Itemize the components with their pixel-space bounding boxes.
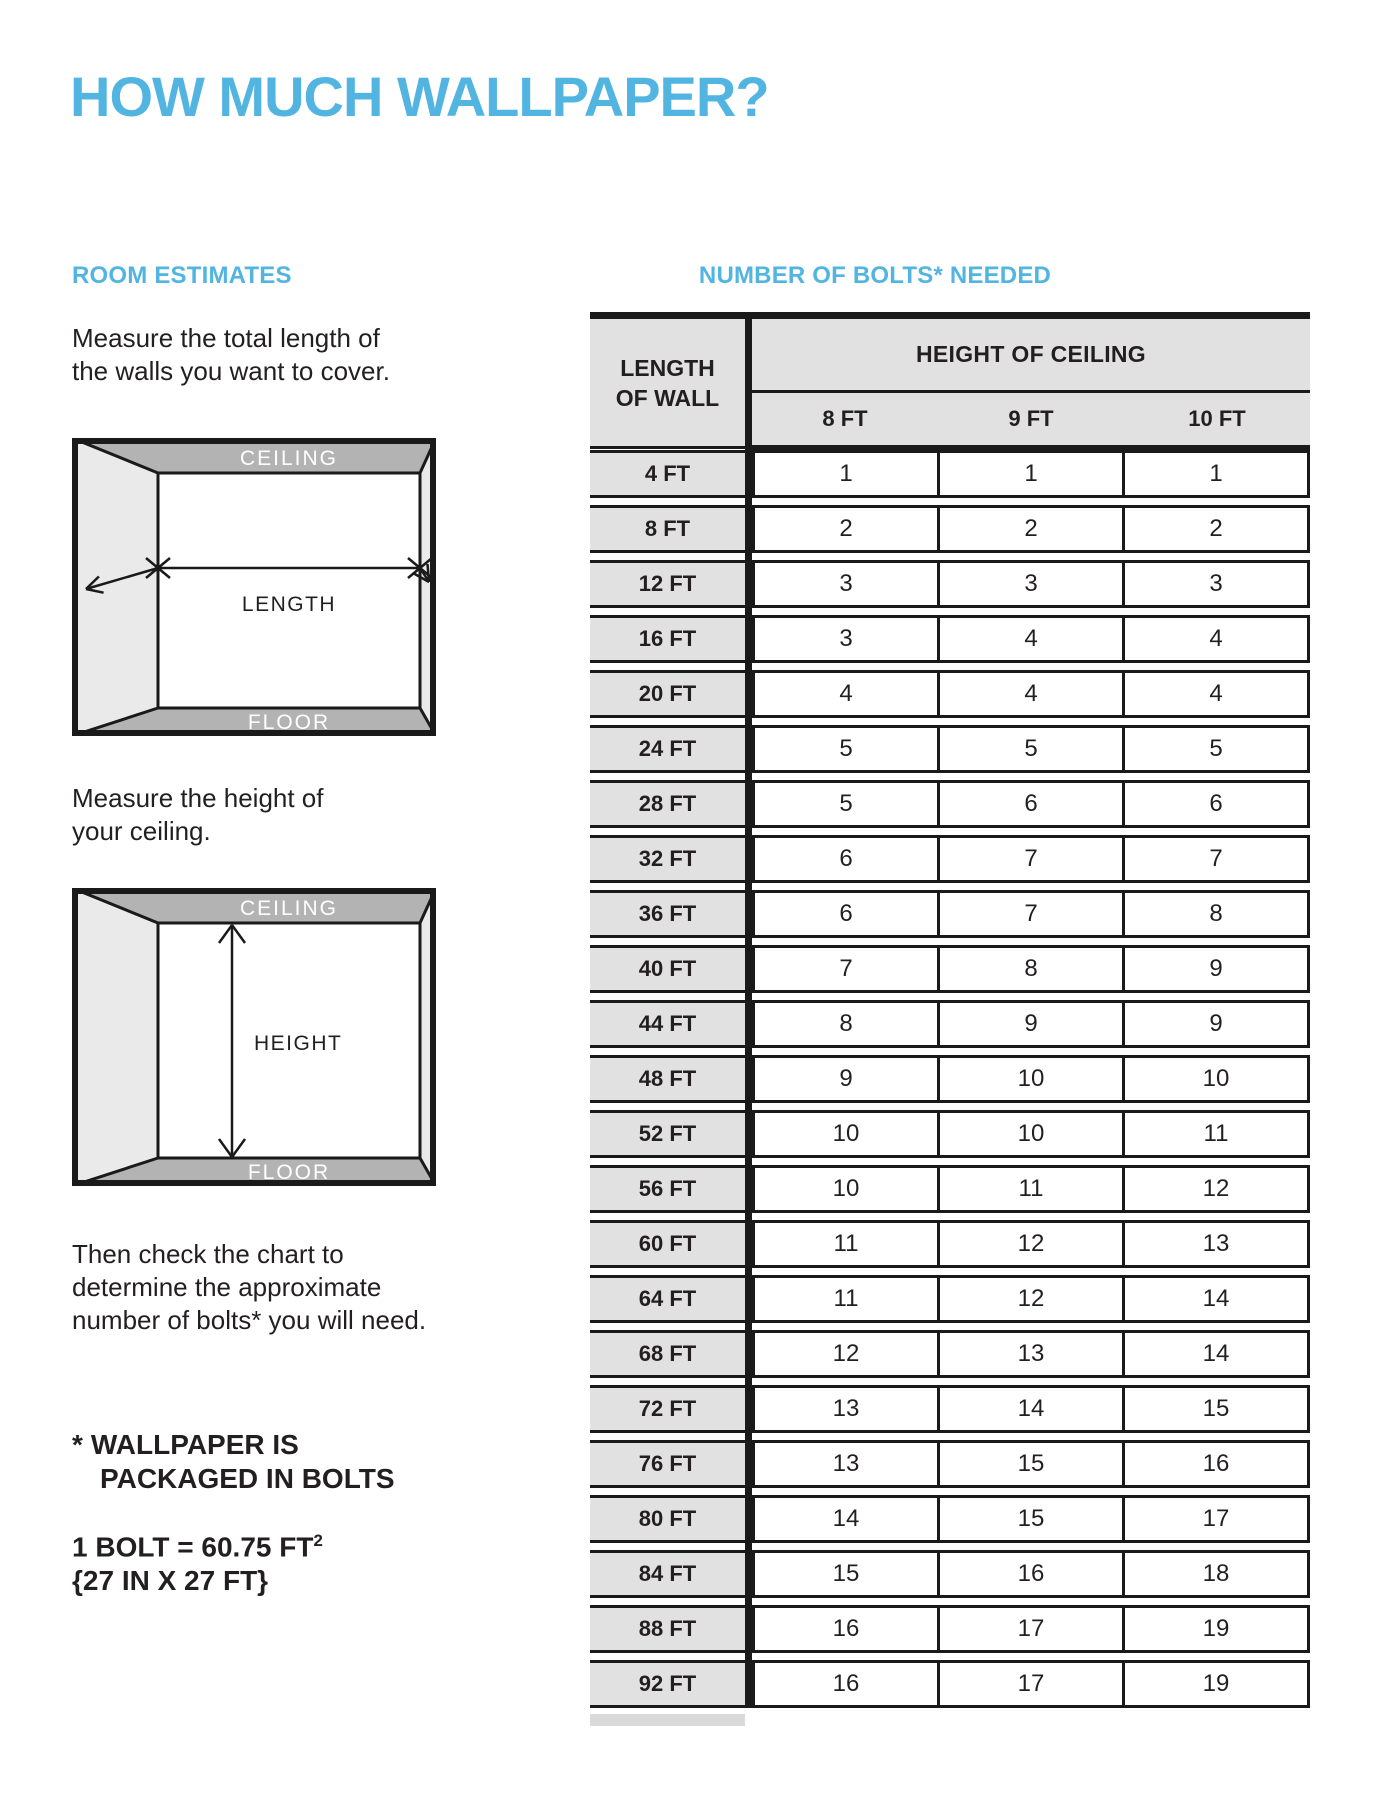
row-value: 12 <box>832 1340 860 1367</box>
row-value: 15 <box>832 1560 860 1587</box>
bolt-footnote <box>72 1428 395 1496</box>
bolt-equation <box>72 1524 323 1564</box>
row-value: 1 <box>1122 453 1307 495</box>
floor-label: FLOOR <box>247 711 331 734</box>
table-row <box>590 1605 1310 1653</box>
row-value: 3 <box>839 625 853 652</box>
table-row <box>590 780 1310 828</box>
row-value: 13 <box>832 1395 860 1422</box>
row-value: 4 <box>1122 618 1307 660</box>
row-value: 6 <box>937 783 1122 825</box>
row-label: 80 FT <box>590 1495 745 1543</box>
table-row <box>590 945 1310 993</box>
row-value: 13 <box>937 1333 1122 1375</box>
row-value: 10 <box>937 1113 1122 1155</box>
row-value: 6 <box>1122 783 1307 825</box>
row-value: 16 <box>937 1553 1122 1595</box>
instruction-line: Then check the chart to <box>72 1239 344 1269</box>
row-value: 4 <box>1122 673 1307 715</box>
row-value: 10 <box>832 1120 860 1147</box>
row-label: 28 FT <box>590 780 745 828</box>
length-of-wall-header <box>590 319 745 449</box>
row-value: 3 <box>937 563 1122 605</box>
row-cells <box>752 890 1310 938</box>
left-wall-surface <box>72 438 158 736</box>
row-cells <box>752 450 1310 498</box>
row-value: 12 <box>937 1278 1122 1320</box>
row-value: 8 <box>937 948 1122 990</box>
table-row <box>590 1165 1310 1213</box>
row-value: 3 <box>839 570 853 597</box>
row-value: 12 <box>937 1223 1122 1265</box>
length-label: LENGTH <box>241 593 337 616</box>
row-label: 84 FT <box>590 1550 745 1598</box>
back-wall-outline <box>158 473 420 708</box>
instruction-check-chart <box>72 1238 426 1337</box>
header-line: LENGTH <box>620 354 715 381</box>
row-cells <box>752 615 1310 663</box>
bolts-table <box>590 312 1310 1728</box>
row-value: 9 <box>1122 1003 1307 1045</box>
table-row <box>590 615 1310 663</box>
row-label: 60 FT <box>590 1220 745 1268</box>
row-cells <box>752 1440 1310 1488</box>
row-cells <box>752 1055 1310 1103</box>
page-title: HOW MUCH WALLPAPER? <box>70 65 769 128</box>
height-diagram <box>72 888 436 1186</box>
row-label: 36 FT <box>590 890 745 938</box>
row-value: 7 <box>839 955 853 982</box>
row-value: 7 <box>937 838 1122 880</box>
row-cells <box>752 1165 1310 1213</box>
row-value: 5 <box>839 735 853 762</box>
row-label: 92 FT <box>590 1660 745 1708</box>
row-value: 10 <box>1122 1058 1307 1100</box>
row-value: 19 <box>1122 1608 1307 1650</box>
label-column-footer-tab <box>590 1714 745 1726</box>
instruction-line: determine the approximate <box>72 1272 382 1302</box>
instruction-measure-height <box>72 782 324 848</box>
table-row <box>590 1330 1310 1378</box>
bolts-needed-heading: NUMBER OF BOLTS* NEEDED <box>698 262 1052 289</box>
row-value: 9 <box>839 1065 853 1092</box>
row-value: 19 <box>1122 1663 1307 1705</box>
row-value: 10 <box>937 1058 1122 1100</box>
row-label: 88 FT <box>590 1605 745 1653</box>
row-value: 10 <box>832 1175 860 1202</box>
row-value: 5 <box>839 790 853 817</box>
row-cells <box>752 1220 1310 1268</box>
table-row <box>590 1495 1310 1543</box>
row-value: 9 <box>937 1003 1122 1045</box>
row-cells <box>752 670 1310 718</box>
row-value: 18 <box>1122 1553 1307 1595</box>
row-value: 9 <box>1122 948 1307 990</box>
table-row <box>590 1440 1310 1488</box>
instruction-line: the walls you want to cover. <box>72 356 390 386</box>
table-rows <box>590 450 1310 1715</box>
row-cells <box>752 1330 1310 1378</box>
height-label: HEIGHT <box>254 1032 343 1055</box>
table-row <box>590 1055 1310 1103</box>
row-value: 1 <box>839 460 853 487</box>
row-value: 17 <box>1122 1498 1307 1540</box>
row-cells <box>752 725 1310 773</box>
row-cells <box>752 780 1310 828</box>
asterisk: * <box>72 1429 83 1460</box>
row-value: 5 <box>1122 728 1307 770</box>
row-cells <box>752 1275 1310 1323</box>
row-value: 6 <box>839 845 853 872</box>
instruction-measure-length <box>72 322 390 388</box>
row-value: 16 <box>832 1615 860 1642</box>
footnote-text: WALLPAPER IS <box>90 1429 299 1460</box>
ceiling-label: CEILING <box>239 447 339 470</box>
row-value: 5 <box>937 728 1122 770</box>
floor-label: FLOOR <box>247 1161 331 1184</box>
table-row <box>590 1220 1310 1268</box>
row-label: 32 FT <box>590 835 745 883</box>
row-cells <box>752 835 1310 883</box>
row-value: 15 <box>937 1498 1122 1540</box>
row-value: 14 <box>832 1505 860 1532</box>
row-value: 3 <box>1122 563 1307 605</box>
row-cells <box>752 945 1310 993</box>
row-cells <box>752 1660 1310 1708</box>
table-row <box>590 1550 1310 1598</box>
row-label: 12 FT <box>590 560 745 608</box>
row-value: 15 <box>937 1443 1122 1485</box>
row-label: 48 FT <box>590 1055 745 1103</box>
row-label: 68 FT <box>590 1330 745 1378</box>
table-row <box>590 835 1310 883</box>
left-wall-surface <box>72 888 158 1186</box>
row-value: 17 <box>937 1663 1122 1705</box>
row-cells <box>752 1495 1310 1543</box>
row-value: 17 <box>937 1608 1122 1650</box>
bolt-dimensions: {27 IN X 27 FT} <box>72 1565 269 1597</box>
row-label: 64 FT <box>590 1275 745 1323</box>
row-label: 8 FT <box>590 505 745 553</box>
height-of-ceiling-header: HEIGHT OF CEILING <box>752 319 1310 393</box>
row-label: 72 FT <box>590 1385 745 1433</box>
row-value: 16 <box>1122 1443 1307 1485</box>
instruction-line: Measure the total length of <box>72 323 380 353</box>
col-header-8ft: 8 FT <box>822 406 868 431</box>
row-label: 52 FT <box>590 1110 745 1158</box>
row-cells <box>752 1550 1310 1598</box>
row-value: 14 <box>937 1388 1122 1430</box>
table-row <box>590 670 1310 718</box>
row-value: 14 <box>1122 1278 1307 1320</box>
row-value: 2 <box>937 508 1122 550</box>
table-row <box>590 1660 1310 1708</box>
instruction-line: number of bolts* you will need. <box>72 1305 427 1335</box>
row-value: 11 <box>833 1230 859 1257</box>
table-row <box>590 1110 1310 1158</box>
squared-superscript: 2 <box>313 1531 323 1550</box>
table-top-bar <box>590 312 1310 319</box>
row-value: 13 <box>832 1450 860 1477</box>
row-value: 7 <box>1122 838 1307 880</box>
table-row <box>590 725 1310 773</box>
row-value: 2 <box>1122 508 1307 550</box>
bolt-equation-text: 1 BOLT = 60.75 FT <box>72 1531 314 1563</box>
row-value: 11 <box>937 1168 1122 1210</box>
row-cells <box>752 505 1310 553</box>
row-value: 4 <box>937 673 1122 715</box>
row-value: 8 <box>839 1010 853 1037</box>
col-header-9ft: 9 FT <box>1008 406 1054 431</box>
row-value: 14 <box>1122 1333 1307 1375</box>
row-label: 20 FT <box>590 670 745 718</box>
row-value: 8 <box>1122 893 1307 935</box>
row-label: 4 FT <box>590 450 745 498</box>
row-label: 40 FT <box>590 945 745 993</box>
row-value: 2 <box>839 515 853 542</box>
instruction-line: Measure the height of <box>72 783 324 813</box>
row-cells <box>752 1385 1310 1433</box>
footnote-line: PACKAGED IN BOLTS <box>100 1463 395 1494</box>
row-value: 1 <box>937 453 1122 495</box>
ceiling-label: CEILING <box>239 897 339 920</box>
ceiling-height-subheader-row <box>752 393 1310 450</box>
row-value: 6 <box>839 900 853 927</box>
table-row <box>590 1385 1310 1433</box>
row-value: 4 <box>839 680 853 707</box>
row-cells <box>752 1000 1310 1048</box>
col-header-10ft: 10 FT <box>1188 406 1246 431</box>
row-value: 16 <box>832 1670 860 1697</box>
row-label: 44 FT <box>590 1000 745 1048</box>
row-value: 13 <box>1122 1223 1307 1265</box>
row-label: 16 FT <box>590 615 745 663</box>
header-line: OF WALL <box>615 384 720 411</box>
row-cells <box>752 560 1310 608</box>
row-label: 56 FT <box>590 1165 745 1213</box>
row-cells <box>752 1110 1310 1158</box>
bolt-size-info <box>72 1524 323 1598</box>
row-value: 11 <box>1122 1113 1307 1155</box>
table-row <box>590 560 1310 608</box>
instruction-line: your ceiling. <box>72 816 211 846</box>
room-estimates-heading: ROOM ESTIMATES <box>72 262 292 289</box>
row-value: 11 <box>833 1285 859 1312</box>
row-value: 12 <box>1122 1168 1307 1210</box>
table-row <box>590 505 1310 553</box>
row-label: 76 FT <box>590 1440 745 1488</box>
row-label: 24 FT <box>590 725 745 773</box>
table-row <box>590 450 1310 498</box>
row-value: 7 <box>937 893 1122 935</box>
row-cells <box>752 1605 1310 1653</box>
table-row <box>590 890 1310 938</box>
table-row <box>590 1000 1310 1048</box>
length-diagram <box>72 438 436 736</box>
row-value: 15 <box>1122 1388 1307 1430</box>
table-row <box>590 1275 1310 1323</box>
row-value: 4 <box>937 618 1122 660</box>
footnote-line <box>72 1428 395 1462</box>
